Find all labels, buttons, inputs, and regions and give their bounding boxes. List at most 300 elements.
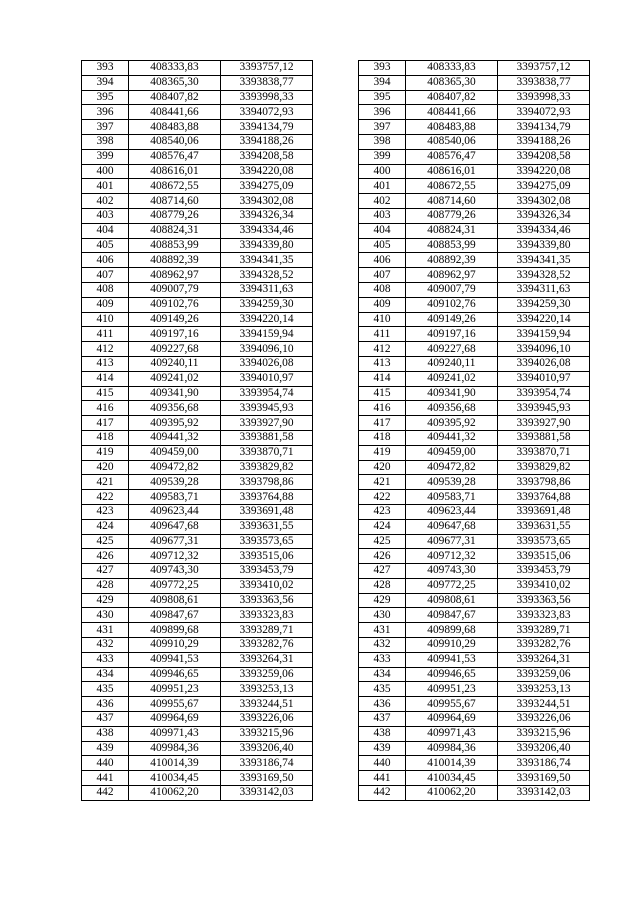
right-point-number: 414 — [359, 371, 406, 386]
left-point-number: 421 — [82, 475, 129, 490]
left-point-number: 399 — [82, 149, 129, 164]
table-row — [82, 268, 590, 283]
right-y-coordinate: 3394010,97 — [498, 371, 590, 386]
right-x-coordinate: 409227,68 — [406, 342, 498, 357]
right-y-coordinate: 3394188,26 — [498, 134, 590, 149]
right-y-coordinate: 3394096,10 — [498, 342, 590, 357]
left-y-coordinate: 3393515,06 — [221, 549, 313, 564]
left-point-number: 404 — [82, 223, 129, 238]
left-point-number: 427 — [82, 564, 129, 579]
right-x-coordinate: 409899,68 — [406, 623, 498, 638]
right-y-coordinate: 3393881,58 — [498, 430, 590, 445]
left-x-coordinate: 408365,30 — [129, 75, 221, 90]
right-point-number: 410 — [359, 312, 406, 327]
left-x-coordinate: 408441,66 — [129, 105, 221, 120]
column-gap — [313, 297, 359, 312]
right-y-coordinate: 3393453,79 — [498, 564, 590, 579]
left-x-coordinate: 408714,60 — [129, 194, 221, 209]
left-point-number: 400 — [82, 164, 129, 179]
table-row — [82, 297, 590, 312]
right-point-number: 411 — [359, 327, 406, 342]
left-y-coordinate: 3393253,13 — [221, 682, 313, 697]
right-point-number: 409 — [359, 297, 406, 312]
right-y-coordinate: 3394275,09 — [498, 179, 590, 194]
left-x-coordinate: 409459,00 — [129, 445, 221, 460]
table-row — [82, 253, 590, 268]
right-point-number: 424 — [359, 519, 406, 534]
right-y-coordinate: 3393798,86 — [498, 475, 590, 490]
right-point-number: 408 — [359, 282, 406, 297]
right-point-number: 425 — [359, 534, 406, 549]
right-y-coordinate: 3394220,14 — [498, 312, 590, 327]
table-row — [82, 667, 590, 682]
left-point-number: 439 — [82, 741, 129, 756]
column-gap — [313, 638, 359, 653]
left-y-coordinate: 3394275,09 — [221, 179, 313, 194]
left-point-number: 434 — [82, 667, 129, 682]
column-gap — [313, 134, 359, 149]
left-y-coordinate: 3393954,74 — [221, 386, 313, 401]
table-row — [82, 75, 590, 90]
table-row — [82, 608, 590, 623]
left-x-coordinate: 408853,99 — [129, 238, 221, 253]
column-gap — [313, 208, 359, 223]
column-gap — [313, 282, 359, 297]
column-gap — [313, 371, 359, 386]
right-y-coordinate: 3393169,50 — [498, 771, 590, 786]
left-x-coordinate: 409946,65 — [129, 667, 221, 682]
left-x-coordinate: 409227,68 — [129, 342, 221, 357]
left-x-coordinate: 409583,71 — [129, 490, 221, 505]
right-y-coordinate: 3393264,31 — [498, 652, 590, 667]
left-y-coordinate: 3394311,63 — [221, 282, 313, 297]
right-point-number: 423 — [359, 504, 406, 519]
right-y-coordinate: 3393573,65 — [498, 534, 590, 549]
right-x-coordinate: 408962,97 — [406, 268, 498, 283]
table-row — [82, 149, 590, 164]
left-y-coordinate: 3394026,08 — [221, 356, 313, 371]
right-y-coordinate: 3393838,77 — [498, 75, 590, 90]
right-y-coordinate: 3393253,13 — [498, 682, 590, 697]
right-y-coordinate: 3394334,46 — [498, 223, 590, 238]
right-x-coordinate: 408483,88 — [406, 120, 498, 135]
right-x-coordinate: 408779,26 — [406, 208, 498, 223]
right-x-coordinate: 409102,76 — [406, 297, 498, 312]
right-point-number: 432 — [359, 638, 406, 653]
left-x-coordinate: 408672,55 — [129, 179, 221, 194]
left-x-coordinate: 409240,11 — [129, 356, 221, 371]
left-y-coordinate: 3393998,33 — [221, 90, 313, 105]
left-point-number: 440 — [82, 756, 129, 771]
column-gap — [313, 578, 359, 593]
left-x-coordinate: 408892,39 — [129, 253, 221, 268]
table-row — [82, 682, 590, 697]
table-row — [82, 90, 590, 105]
table-row — [82, 460, 590, 475]
right-y-coordinate: 3393998,33 — [498, 90, 590, 105]
right-point-number: 433 — [359, 652, 406, 667]
column-gap — [313, 534, 359, 549]
column-gap — [313, 342, 359, 357]
left-point-number: 416 — [82, 401, 129, 416]
left-y-coordinate: 3394220,14 — [221, 312, 313, 327]
column-gap — [313, 90, 359, 105]
left-y-coordinate: 3393870,71 — [221, 445, 313, 460]
right-x-coordinate: 408616,01 — [406, 164, 498, 179]
left-point-number: 415 — [82, 386, 129, 401]
table-row — [82, 652, 590, 667]
right-x-coordinate: 409971,43 — [406, 726, 498, 741]
left-point-number: 418 — [82, 430, 129, 445]
column-gap — [313, 593, 359, 608]
left-x-coordinate: 408576,47 — [129, 149, 221, 164]
left-point-number: 414 — [82, 371, 129, 386]
left-x-coordinate: 409356,68 — [129, 401, 221, 416]
left-y-coordinate: 3393757,12 — [221, 61, 313, 76]
left-y-coordinate: 3394159,94 — [221, 327, 313, 342]
right-point-number: 415 — [359, 386, 406, 401]
left-x-coordinate: 409677,31 — [129, 534, 221, 549]
left-point-number: 436 — [82, 697, 129, 712]
column-gap — [313, 490, 359, 505]
right-y-coordinate: 3393691,48 — [498, 504, 590, 519]
left-x-coordinate: 410014,39 — [129, 756, 221, 771]
left-y-coordinate: 3393282,76 — [221, 638, 313, 653]
right-point-number: 436 — [359, 697, 406, 712]
table-row — [82, 356, 590, 371]
column-gap — [313, 504, 359, 519]
left-point-number: 422 — [82, 490, 129, 505]
column-gap — [313, 253, 359, 268]
right-y-coordinate: 3394220,08 — [498, 164, 590, 179]
right-y-coordinate: 3393215,96 — [498, 726, 590, 741]
table-row — [82, 726, 590, 741]
left-y-coordinate: 3393945,93 — [221, 401, 313, 416]
right-x-coordinate: 409623,44 — [406, 504, 498, 519]
right-y-coordinate: 3394208,58 — [498, 149, 590, 164]
left-x-coordinate: 409971,43 — [129, 726, 221, 741]
right-x-coordinate: 408853,99 — [406, 238, 498, 253]
right-y-coordinate: 3394328,52 — [498, 268, 590, 283]
table-row — [82, 61, 590, 76]
right-x-coordinate: 409472,82 — [406, 460, 498, 475]
right-point-number: 396 — [359, 105, 406, 120]
left-point-number: 403 — [82, 208, 129, 223]
right-x-coordinate: 408892,39 — [406, 253, 498, 268]
left-x-coordinate: 409984,36 — [129, 741, 221, 756]
left-point-number: 441 — [82, 771, 129, 786]
column-gap — [313, 564, 359, 579]
right-y-coordinate: 3393363,56 — [498, 593, 590, 608]
left-x-coordinate: 408779,26 — [129, 208, 221, 223]
right-x-coordinate: 409583,71 — [406, 490, 498, 505]
table-row — [82, 564, 590, 579]
right-point-number: 427 — [359, 564, 406, 579]
right-x-coordinate: 409772,25 — [406, 578, 498, 593]
right-x-coordinate: 409951,23 — [406, 682, 498, 697]
right-x-coordinate: 408365,30 — [406, 75, 498, 90]
column-gap — [313, 386, 359, 401]
right-y-coordinate: 3394341,35 — [498, 253, 590, 268]
left-y-coordinate: 3393244,51 — [221, 697, 313, 712]
left-x-coordinate: 409941,53 — [129, 652, 221, 667]
left-y-coordinate: 3393881,58 — [221, 430, 313, 445]
table-row — [82, 712, 590, 727]
right-y-coordinate: 3393870,71 — [498, 445, 590, 460]
left-point-number: 394 — [82, 75, 129, 90]
right-x-coordinate: 409356,68 — [406, 401, 498, 416]
left-point-number: 442 — [82, 786, 129, 801]
right-point-number: 397 — [359, 120, 406, 135]
left-x-coordinate: 409441,32 — [129, 430, 221, 445]
left-point-number: 412 — [82, 342, 129, 357]
left-point-number: 430 — [82, 608, 129, 623]
left-point-number: 413 — [82, 356, 129, 371]
right-x-coordinate: 409241,02 — [406, 371, 498, 386]
left-x-coordinate: 409395,92 — [129, 416, 221, 431]
right-point-number: 394 — [359, 75, 406, 90]
left-x-coordinate: 409910,29 — [129, 638, 221, 653]
left-point-number: 402 — [82, 194, 129, 209]
left-point-number: 417 — [82, 416, 129, 431]
table-row — [82, 371, 590, 386]
table-row — [82, 741, 590, 756]
left-point-number: 393 — [82, 61, 129, 76]
left-x-coordinate: 409102,76 — [129, 297, 221, 312]
table-body — [82, 61, 590, 801]
right-point-number: 416 — [359, 401, 406, 416]
right-x-coordinate: 409149,26 — [406, 312, 498, 327]
left-point-number: 432 — [82, 638, 129, 653]
left-point-number: 420 — [82, 460, 129, 475]
left-point-number: 411 — [82, 327, 129, 342]
left-x-coordinate: 408407,82 — [129, 90, 221, 105]
left-y-coordinate: 3393829,82 — [221, 460, 313, 475]
right-y-coordinate: 3393829,82 — [498, 460, 590, 475]
left-x-coordinate: 409955,67 — [129, 697, 221, 712]
right-point-number: 439 — [359, 741, 406, 756]
left-point-number: 435 — [82, 682, 129, 697]
table-row — [82, 164, 590, 179]
right-y-coordinate: 3394159,94 — [498, 327, 590, 342]
table-row — [82, 105, 590, 120]
right-x-coordinate: 409395,92 — [406, 416, 498, 431]
right-y-coordinate: 3394339,80 — [498, 238, 590, 253]
table-row — [82, 534, 590, 549]
left-point-number: 407 — [82, 268, 129, 283]
table-row — [82, 208, 590, 223]
right-point-number: 420 — [359, 460, 406, 475]
left-y-coordinate: 3393142,03 — [221, 786, 313, 801]
right-point-number: 406 — [359, 253, 406, 268]
left-point-number: 405 — [82, 238, 129, 253]
left-point-number: 429 — [82, 593, 129, 608]
right-point-number: 421 — [359, 475, 406, 490]
right-point-number: 398 — [359, 134, 406, 149]
left-x-coordinate: 409341,90 — [129, 386, 221, 401]
right-x-coordinate: 408407,82 — [406, 90, 498, 105]
column-gap — [313, 652, 359, 667]
left-x-coordinate: 408962,97 — [129, 268, 221, 283]
right-point-number: 400 — [359, 164, 406, 179]
right-x-coordinate: 410014,39 — [406, 756, 498, 771]
left-x-coordinate: 409472,82 — [129, 460, 221, 475]
left-point-number: 424 — [82, 519, 129, 534]
left-y-coordinate: 3393289,71 — [221, 623, 313, 638]
left-y-coordinate: 3394096,10 — [221, 342, 313, 357]
right-x-coordinate: 409007,79 — [406, 282, 498, 297]
column-gap — [313, 741, 359, 756]
right-y-coordinate: 3393631,55 — [498, 519, 590, 534]
left-y-coordinate: 3393215,96 — [221, 726, 313, 741]
column-gap — [313, 164, 359, 179]
left-y-coordinate: 3394188,26 — [221, 134, 313, 149]
column-gap — [313, 549, 359, 564]
table-row — [82, 549, 590, 564]
left-y-coordinate: 3393691,48 — [221, 504, 313, 519]
left-y-coordinate: 3393573,65 — [221, 534, 313, 549]
right-point-number: 418 — [359, 430, 406, 445]
left-x-coordinate: 409539,28 — [129, 475, 221, 490]
column-gap — [313, 105, 359, 120]
right-point-number: 393 — [359, 61, 406, 76]
table-row — [82, 430, 590, 445]
column-gap — [313, 238, 359, 253]
right-x-coordinate: 409946,65 — [406, 667, 498, 682]
right-x-coordinate: 409459,00 — [406, 445, 498, 460]
left-point-number: 426 — [82, 549, 129, 564]
left-point-number: 431 — [82, 623, 129, 638]
right-x-coordinate: 409441,32 — [406, 430, 498, 445]
left-y-coordinate: 3394302,08 — [221, 194, 313, 209]
right-y-coordinate: 3393764,88 — [498, 490, 590, 505]
left-point-number: 409 — [82, 297, 129, 312]
column-gap — [313, 194, 359, 209]
left-x-coordinate: 409899,68 — [129, 623, 221, 638]
right-x-coordinate: 408672,55 — [406, 179, 498, 194]
left-point-number: 398 — [82, 134, 129, 149]
right-x-coordinate: 408714,60 — [406, 194, 498, 209]
table-row — [82, 238, 590, 253]
left-x-coordinate: 409951,23 — [129, 682, 221, 697]
table-row — [82, 593, 590, 608]
right-y-coordinate: 3393945,93 — [498, 401, 590, 416]
right-x-coordinate: 408576,47 — [406, 149, 498, 164]
right-x-coordinate: 409539,28 — [406, 475, 498, 490]
column-gap — [313, 416, 359, 431]
table-row — [82, 401, 590, 416]
right-y-coordinate: 3393226,06 — [498, 712, 590, 727]
right-y-coordinate: 3394134,79 — [498, 120, 590, 135]
table-row — [82, 194, 590, 209]
left-x-coordinate: 409647,68 — [129, 519, 221, 534]
table-row — [82, 697, 590, 712]
table-row — [82, 623, 590, 638]
right-y-coordinate: 3393323,83 — [498, 608, 590, 623]
right-x-coordinate: 409847,67 — [406, 608, 498, 623]
column-gap — [313, 327, 359, 342]
table-row — [82, 519, 590, 534]
column-gap — [313, 771, 359, 786]
right-x-coordinate: 409197,16 — [406, 327, 498, 342]
right-y-coordinate: 3394311,63 — [498, 282, 590, 297]
right-point-number: 431 — [359, 623, 406, 638]
left-y-coordinate: 3393206,40 — [221, 741, 313, 756]
column-gap — [313, 460, 359, 475]
right-point-number: 395 — [359, 90, 406, 105]
right-point-number: 401 — [359, 179, 406, 194]
left-y-coordinate: 3393264,31 — [221, 652, 313, 667]
left-x-coordinate: 409743,30 — [129, 564, 221, 579]
left-point-number: 401 — [82, 179, 129, 194]
table-row — [82, 342, 590, 357]
left-y-coordinate: 3393186,74 — [221, 756, 313, 771]
right-point-number: 412 — [359, 342, 406, 357]
coordinates-table — [81, 60, 590, 801]
left-y-coordinate: 3394208,58 — [221, 149, 313, 164]
right-y-coordinate: 3393142,03 — [498, 786, 590, 801]
right-y-coordinate: 3393289,71 — [498, 623, 590, 638]
right-y-coordinate: 3393757,12 — [498, 61, 590, 76]
left-x-coordinate: 409772,25 — [129, 578, 221, 593]
left-point-number: 437 — [82, 712, 129, 727]
table-row — [82, 771, 590, 786]
column-gap — [313, 786, 359, 801]
column-gap — [313, 608, 359, 623]
right-point-number: 438 — [359, 726, 406, 741]
left-point-number: 423 — [82, 504, 129, 519]
table-row — [82, 475, 590, 490]
right-point-number: 413 — [359, 356, 406, 371]
right-x-coordinate: 409712,32 — [406, 549, 498, 564]
right-y-coordinate: 3393206,40 — [498, 741, 590, 756]
left-x-coordinate: 410034,45 — [129, 771, 221, 786]
table-row — [82, 179, 590, 194]
left-x-coordinate: 409007,79 — [129, 282, 221, 297]
column-gap — [313, 312, 359, 327]
right-y-coordinate: 3394259,30 — [498, 297, 590, 312]
table-row — [82, 282, 590, 297]
left-x-coordinate: 408540,06 — [129, 134, 221, 149]
right-x-coordinate: 408540,06 — [406, 134, 498, 149]
right-x-coordinate: 408333,83 — [406, 61, 498, 76]
left-y-coordinate: 3393798,86 — [221, 475, 313, 490]
right-point-number: 437 — [359, 712, 406, 727]
left-y-coordinate: 3393631,55 — [221, 519, 313, 534]
left-y-coordinate: 3394326,34 — [221, 208, 313, 223]
right-point-number: 407 — [359, 268, 406, 283]
right-point-number: 429 — [359, 593, 406, 608]
right-point-number: 435 — [359, 682, 406, 697]
left-x-coordinate: 410062,20 — [129, 786, 221, 801]
left-point-number: 425 — [82, 534, 129, 549]
right-x-coordinate: 409808,61 — [406, 593, 498, 608]
table-row — [82, 504, 590, 519]
right-x-coordinate: 409647,68 — [406, 519, 498, 534]
column-gap — [313, 120, 359, 135]
left-y-coordinate: 3394341,35 — [221, 253, 313, 268]
column-gap — [313, 430, 359, 445]
right-x-coordinate: 410062,20 — [406, 786, 498, 801]
left-x-coordinate: 409964,69 — [129, 712, 221, 727]
column-gap — [313, 519, 359, 534]
left-point-number: 397 — [82, 120, 129, 135]
right-y-coordinate: 3393954,74 — [498, 386, 590, 401]
column-gap — [313, 475, 359, 490]
right-x-coordinate: 408441,66 — [406, 105, 498, 120]
right-point-number: 441 — [359, 771, 406, 786]
left-y-coordinate: 3393927,90 — [221, 416, 313, 431]
